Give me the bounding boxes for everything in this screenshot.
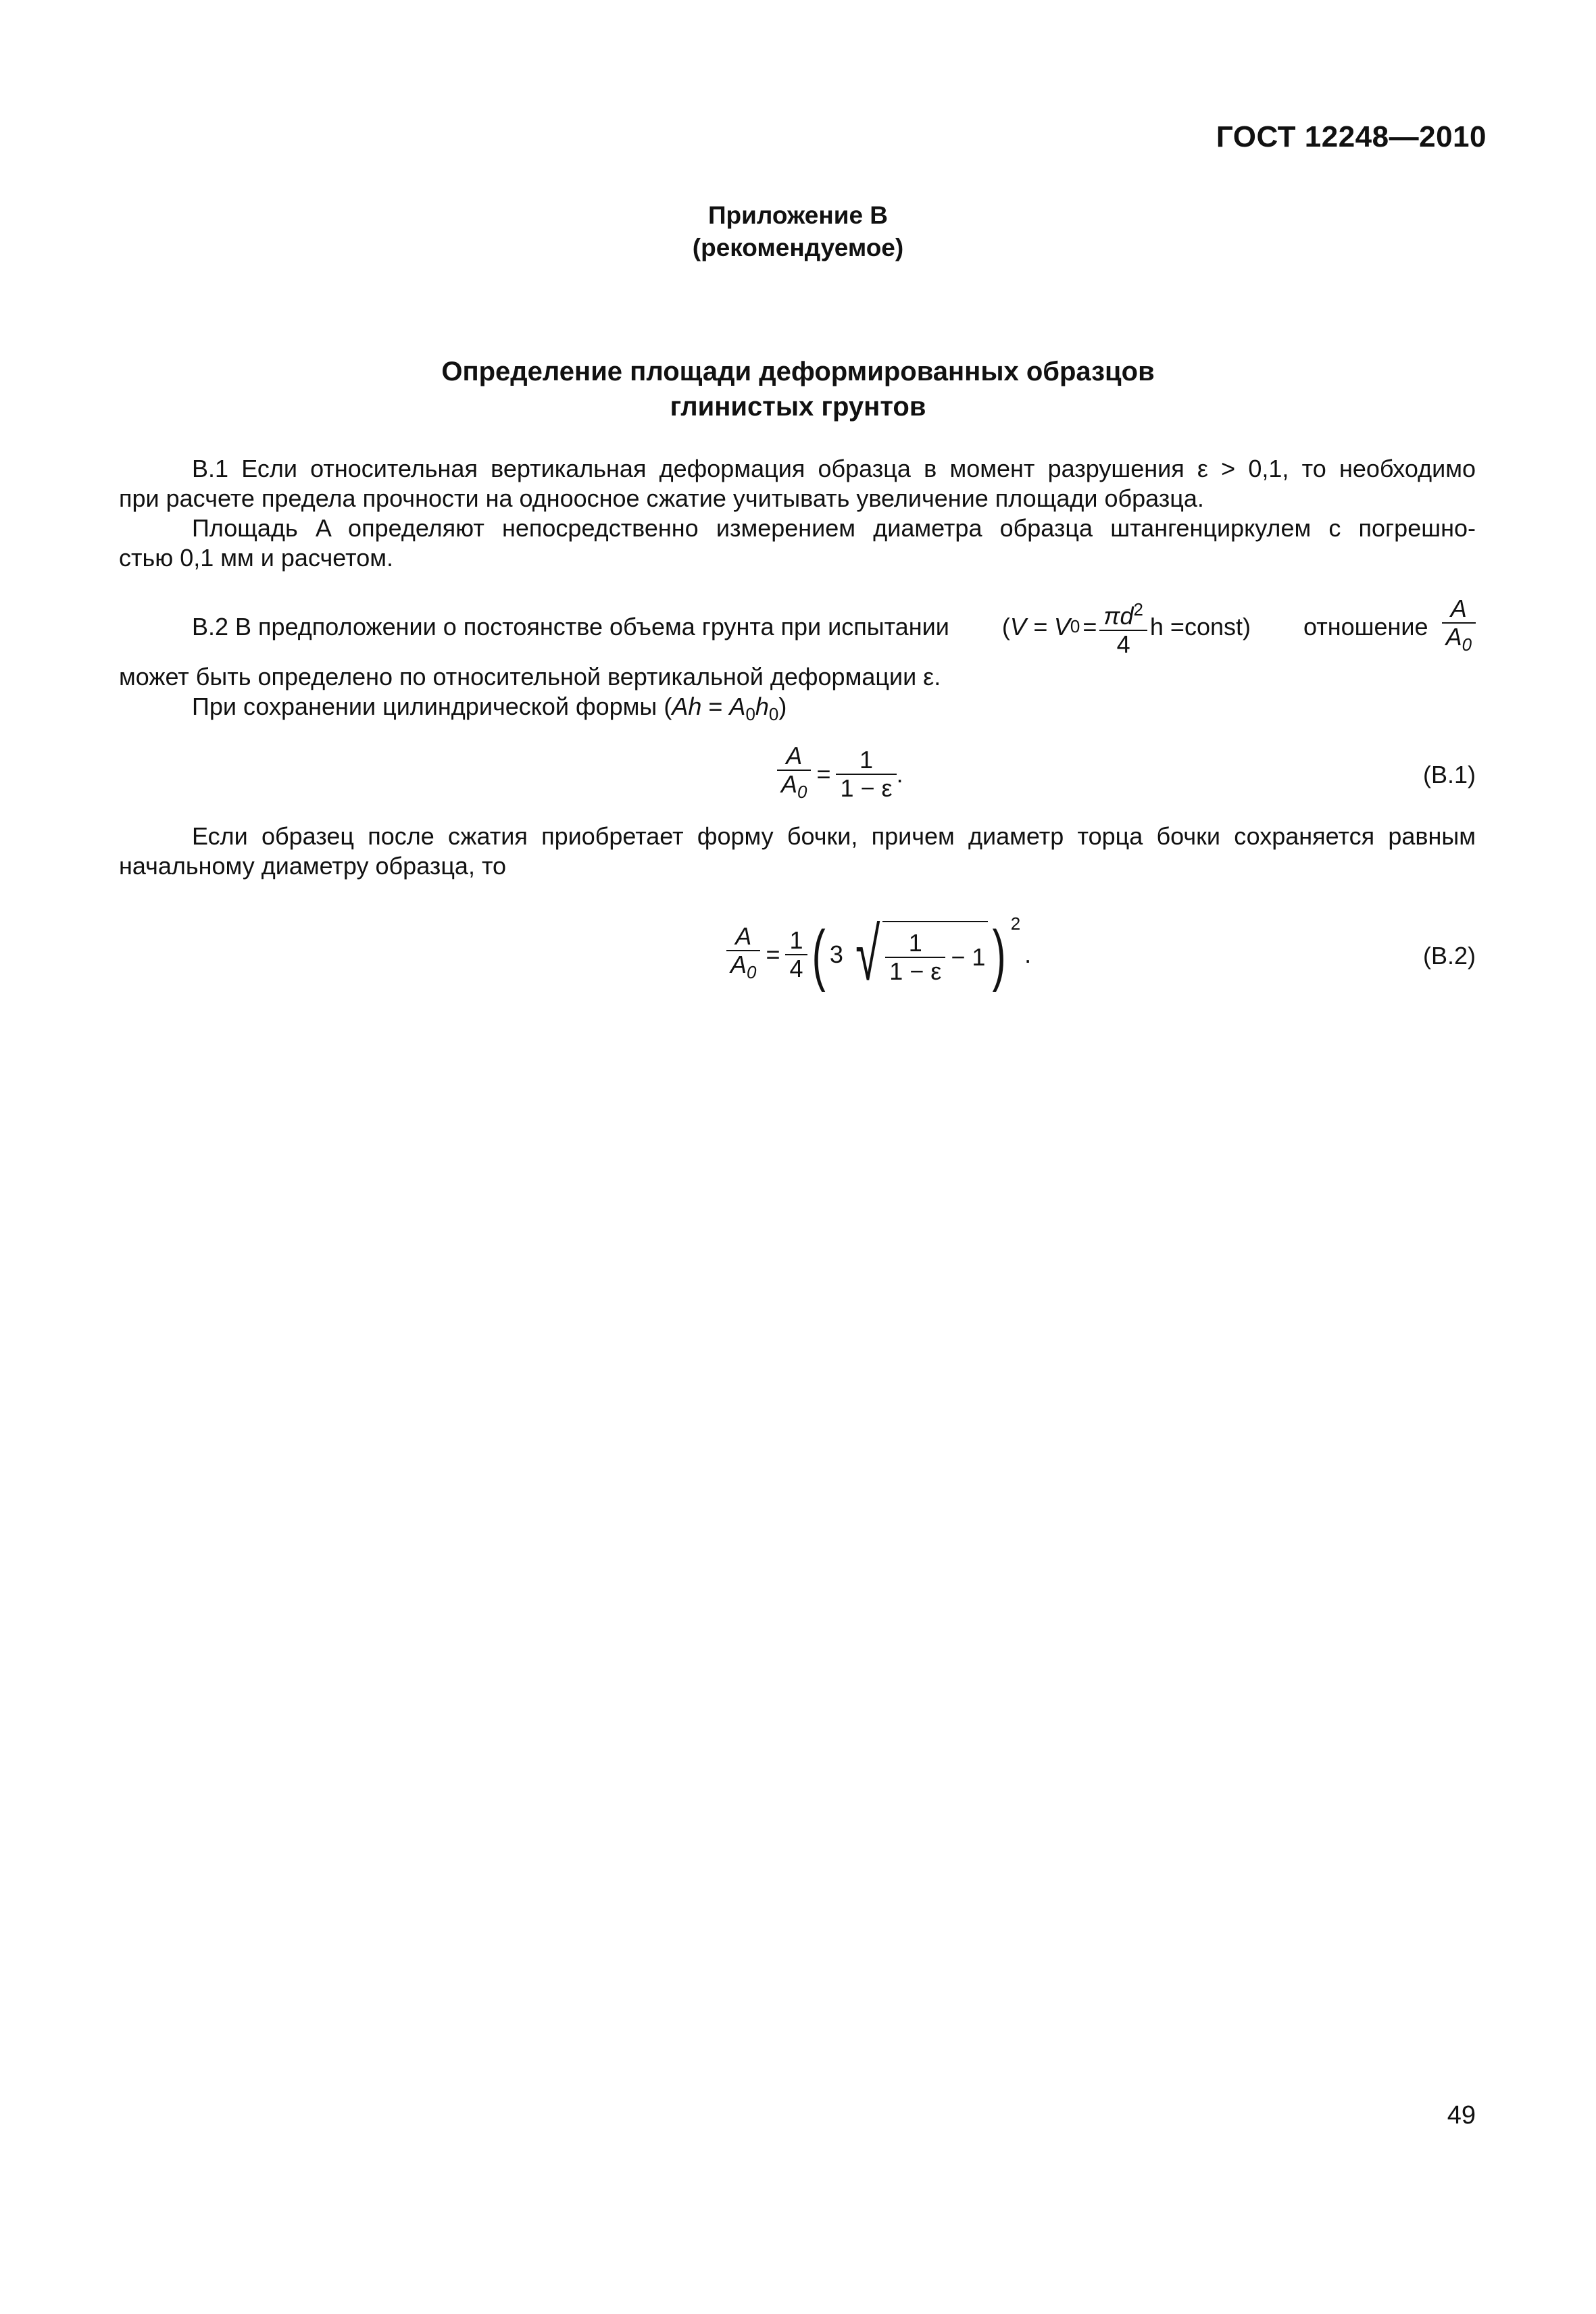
paragraph-cylinder: При сохранении цилиндрической формы $(Ah = A_0h_0)$	[192, 693, 787, 725]
annex-title: Приложение В	[707, 201, 889, 229]
square-root: √ $\frac{1}{1 - \varepsilon}$ − 1	[847, 921, 989, 988]
paragraph-b1-line-2: при расчете предела прочности на одноосное сжатие учитывать увеличение площади образца.	[119, 484, 1204, 512]
volume-formula: ( V = V 0 = $\frac{\pi d^2}{4}$ h =const)	[1002, 597, 1251, 658]
section-heading-line-1: Определение площади деформированных образцов	[441, 357, 1155, 386]
paragraph-area-line-1: Площадь A определяют непосредственно измерением диаметра образца штангенциркулем с погрешно-	[192, 514, 1476, 542]
ratio-fraction: $\frac{A}{A_0}$	[1442, 595, 1476, 659]
formula-b2: $\frac{A}{A_0}$ = $\frac{1}{4}$ ( 3 √ $\frac{1}{1 - \varepsilon}$ − 1 ) 2 .	[726, 911, 1031, 999]
paragraph-barrel-line-1: Если образец после сжатия приобретает форму бочки, причем диаметр торца бочки сохраняется равным	[192, 822, 1476, 850]
volume-fraction: $\frac{\pi d^2}{4}$	[1099, 597, 1147, 658]
paragraph-b2-line-2: может быть определено по относительной вертикальной деформации ε.	[119, 663, 941, 690]
annex-subtitle: (рекомендуемое)	[692, 234, 904, 261]
paragraph-barrel-line-2: начальному диаметру образца, то	[119, 852, 507, 880]
document-id: ГОСТ 12248—2010	[1216, 120, 1487, 153]
formula-b2-label: (В.2)	[1422, 942, 1476, 970]
formula-b1-label: (В.1)	[1422, 761, 1476, 788]
paragraph-b2-line-1	[192, 595, 1476, 659]
paragraph-area-line-2: стью 0,1 мм и расчетом.	[119, 544, 393, 572]
section-heading-line-2: глинистых грунтов	[670, 392, 926, 422]
page-number: 49	[1447, 2101, 1476, 2130]
paragraph-b2-prefix: В.2 В предположении о постоянстве объема грунта при испытании	[192, 613, 949, 640]
formula-b1: $\frac{A}{A_0}$ = $\frac{1}{1 - \varepsilon}$ .	[777, 742, 903, 807]
paragraph-b1-line-1: В.1 Если относительная вертикальная деформация образца в момент разрушения ε > 0,1, то необходимо	[192, 455, 1476, 482]
paragraph-b2-suffix: отношение $\frac{A}{A_0}$	[1303, 595, 1476, 659]
